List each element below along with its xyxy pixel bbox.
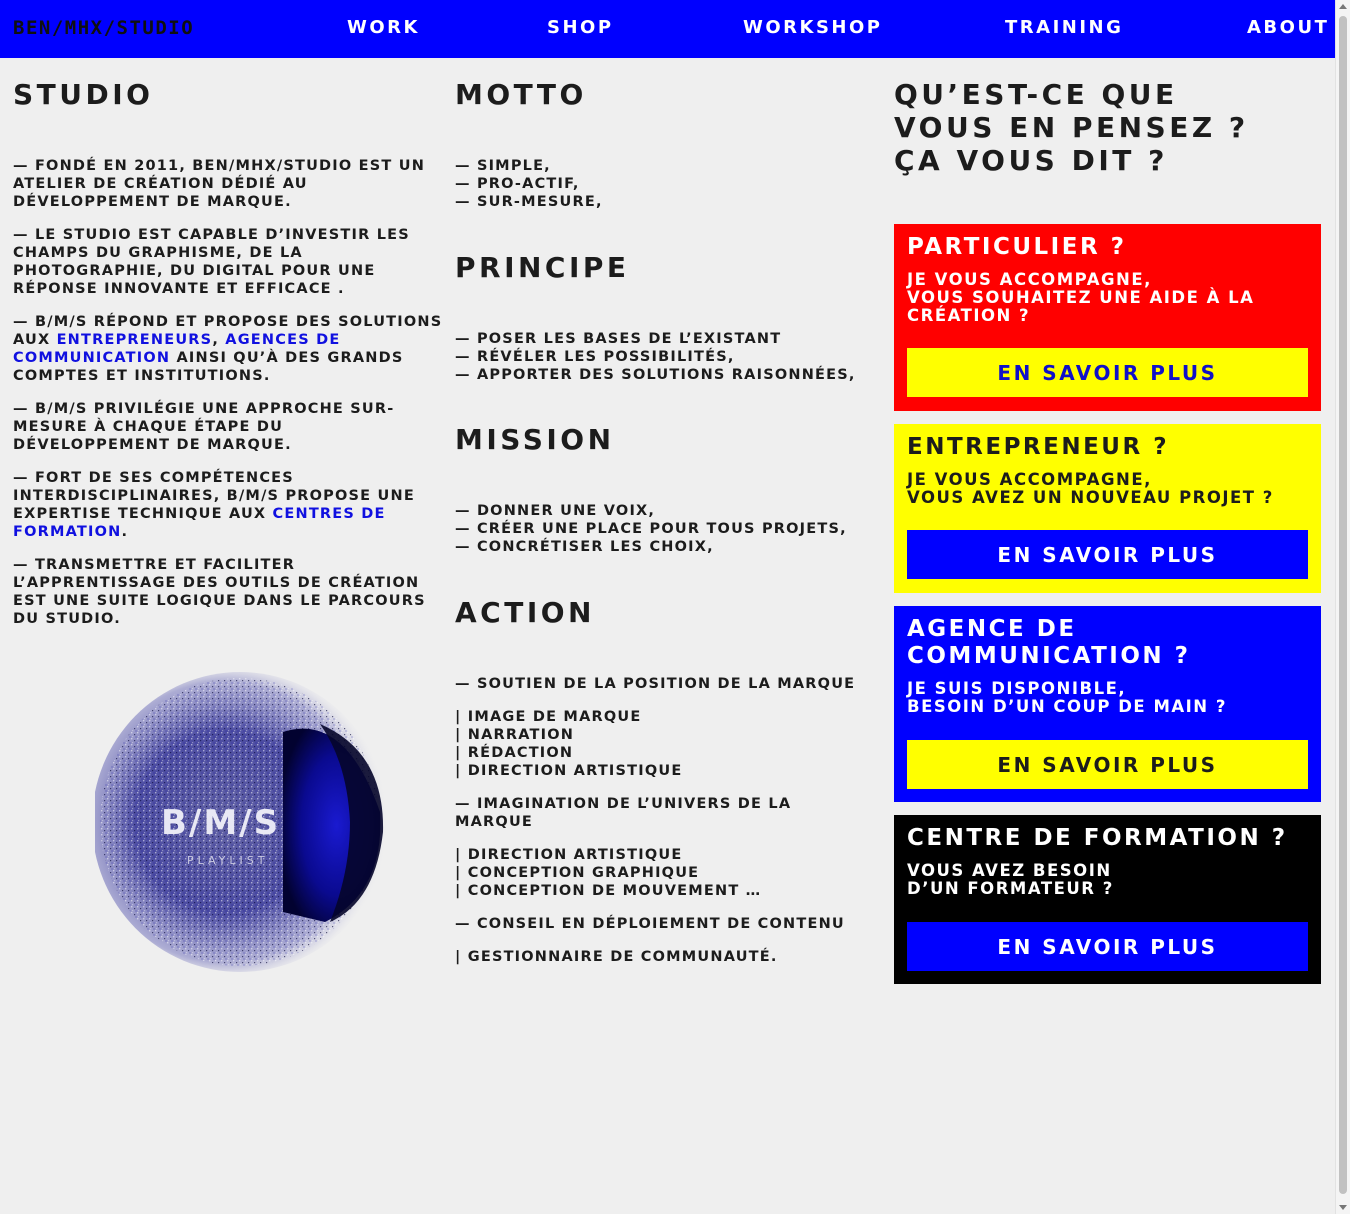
link-entrepreneurs[interactable]: ENTREPRENEURS xyxy=(56,332,213,348)
question-section xyxy=(894,78,1321,177)
studio-section xyxy=(13,78,443,643)
card-title: CENTRE DE FORMATION ? xyxy=(907,825,1288,851)
card-title: ENTREPRENEUR ? xyxy=(907,434,1170,460)
nav-shop[interactable]: SHOP xyxy=(547,17,614,38)
card-agence xyxy=(894,606,1321,802)
action-item: | RÉDACTION xyxy=(455,745,574,761)
studio-text-span: — FORT DE SES COMPÉTENCES INTERDISCIPLINAIRES, B/M/S PROPOSE UNE EXPERTISE TECHNIQUE AUX xyxy=(13,470,415,522)
link-centres-formation[interactable]: CENTRES DE FORMATION xyxy=(13,506,386,540)
card-entrepreneur xyxy=(894,424,1321,593)
principe-item: — RÉVÉLER LES POSSIBILITÉS, xyxy=(455,349,735,365)
action-group xyxy=(455,846,875,900)
principe-title: PRINCIPE xyxy=(455,251,630,284)
card-particulier xyxy=(894,224,1321,411)
card-title: PARTICULIER ? xyxy=(907,234,1127,260)
action-list xyxy=(455,675,875,966)
studio-paragraph xyxy=(13,469,443,541)
bms-logo-artwork xyxy=(95,672,390,977)
card-subtitle: BESOIN D’UN COUP DE MAIN ? xyxy=(907,697,1227,716)
principe-item: — POSER LES BASES DE L’EXISTANT xyxy=(455,331,782,347)
question-line: QU’EST-CE QUE xyxy=(894,78,1178,111)
action-group xyxy=(455,948,875,966)
action-title: ACTION xyxy=(455,596,595,629)
top-nav xyxy=(0,0,1335,58)
particulier-more-button[interactable]: EN SAVOIR PLUS xyxy=(907,348,1308,397)
mission-item: — DONNER UNE VOIX, xyxy=(455,503,656,519)
card-subtitle: VOUS AVEZ BESOIN xyxy=(907,861,1112,880)
motto-item: — PRO-ACTIF, xyxy=(455,176,580,192)
studio-text-span: — B/M/S RÉPOND ET PROPOSE DES SOLUTIONS AUX xyxy=(13,314,443,348)
nav-work[interactable]: WORK xyxy=(347,17,420,38)
card-formation xyxy=(894,815,1321,984)
studio-text-span: AINSI QU’À DES GRANDS COMPTES ET INSTITUTIONS. xyxy=(13,350,404,384)
mission-item: — CRÉER UNE PLACE POUR TOUS PROJETS, xyxy=(455,521,847,537)
card-subtitle: JE VOUS ACCOMPAGNE, xyxy=(907,470,1152,489)
studio-text-span: . xyxy=(121,524,129,540)
studio-paragraph: — LE STUDIO EST CAPABLE D’INVESTIR LES CHAMPS DU GRAPHISME, DE LA PHOTOGRAPHIE, DU DIGITAL POUR UNE RÉPONSE INNOVANTE ET EFFICACE . xyxy=(13,227,410,297)
page-scrollbar[interactable] xyxy=(1335,0,1350,1214)
action-item: | CONCEPTION GRAPHIQUE xyxy=(455,865,700,881)
studio-title: STUDIO xyxy=(13,78,154,111)
principe-list xyxy=(455,330,875,384)
logo-art-text: B/M/S xyxy=(161,803,281,843)
action-item: | GESTIONNAIRE DE COMMUNAUTÉ. xyxy=(455,949,778,965)
question-title xyxy=(894,78,1321,177)
scroll-down-icon[interactable] xyxy=(1339,1205,1347,1210)
logo-art-subtext: PLAYLIST xyxy=(187,854,269,867)
action-group xyxy=(455,708,875,780)
scroll-up-icon[interactable] xyxy=(1339,4,1347,9)
principe-item: — APPORTER DES SOLUTIONS RAISONNÉES, xyxy=(455,367,856,383)
nav-workshop[interactable]: WORKSHOP xyxy=(743,17,883,38)
studio-paragraph: — B/M/S PRIVILÉGIE UNE APPROCHE SUR-MESURE À CHAQUE ÉTAPE DU DÉVELOPPEMENT DE MARQUE. xyxy=(13,401,395,453)
link-agences[interactable]: AGENCES DE COMMUNICATION xyxy=(13,332,341,366)
card-subtitle: VOUS AVEZ UN NOUVEAU PROJET ? xyxy=(907,488,1274,507)
mission-list xyxy=(455,502,875,556)
action-item: | DIRECTION ARTISTIQUE xyxy=(455,763,683,779)
card-subtitle: JE VOUS ACCOMPAGNE, xyxy=(907,270,1152,289)
agence-more-button[interactable]: EN SAVOIR PLUS xyxy=(907,740,1308,789)
scrollbar-thumb[interactable] xyxy=(1339,16,1347,1194)
action-item: | DIRECTION ARTISTIQUE xyxy=(455,847,683,863)
nav-about[interactable]: ABOUT xyxy=(1247,17,1330,38)
question-line: ÇA VOUS DIT ? xyxy=(894,144,1168,177)
motto-title: MOTTO xyxy=(455,78,587,111)
card-subtitle: JE SUIS DISPONIBLE, xyxy=(907,679,1127,698)
action-heading: — SOUTIEN DE LA POSITION DE LA MARQUE xyxy=(455,676,856,692)
bms-sphere-graphic xyxy=(95,672,390,977)
action-heading: — CONSEIL EN DÉPLOIEMENT DE CONTENU xyxy=(455,916,845,932)
motto-list xyxy=(455,157,875,211)
question-line: VOUS EN PENSEZ ? xyxy=(894,111,1249,144)
studio-paragraph: — TRANSMETTRE ET FACILITER L’APPRENTISSAGE DES OUTILS DE CRÉATION EST UNE SUITE LOGIQUE DANS LE PARCOURS DU STUDIO. xyxy=(13,557,426,627)
nav-training[interactable]: TRAINING xyxy=(1005,17,1124,38)
card-title: AGENCE DE COMMUNICATION ? xyxy=(907,616,1191,669)
mission-item: — CONCRÉTISER LES CHOIX, xyxy=(455,539,714,555)
mission-title: MISSION xyxy=(455,423,615,456)
studio-paragraph xyxy=(13,313,443,385)
formation-more-button[interactable]: EN SAVOIR PLUS xyxy=(907,922,1308,971)
action-item: | NARRATION xyxy=(455,727,575,743)
studio-paragraph: — FONDÉ EN 2011, BEN/MHX/STUDIO EST UN ATELIER DE CRÉATION DÉDIÉ AU DÉVELOPPEMENT DE MARQUE. xyxy=(13,158,426,210)
action-item: | IMAGE DE MARQUE xyxy=(455,709,642,725)
values-section xyxy=(455,78,875,981)
studio-text-span: , xyxy=(212,332,226,348)
action-item: | CONCEPTION DE MOUVEMENT … xyxy=(455,883,762,899)
site-logo[interactable]: BEN/MHX/STUDIO xyxy=(13,17,195,39)
motto-item: — SUR-MESURE, xyxy=(455,194,603,210)
card-subtitle: VOUS SOUHAITEZ UNE AIDE À LA CRÉATION ? xyxy=(907,288,1255,325)
action-heading: — IMAGINATION DE L’UNIVERS DE LA MARQUE xyxy=(455,796,792,830)
motto-item: — SIMPLE, xyxy=(455,158,551,174)
studio-text xyxy=(13,157,443,628)
card-subtitle: D’UN FORMATEUR ? xyxy=(907,879,1114,898)
entrepreneur-more-button[interactable]: EN SAVOIR PLUS xyxy=(907,530,1308,579)
